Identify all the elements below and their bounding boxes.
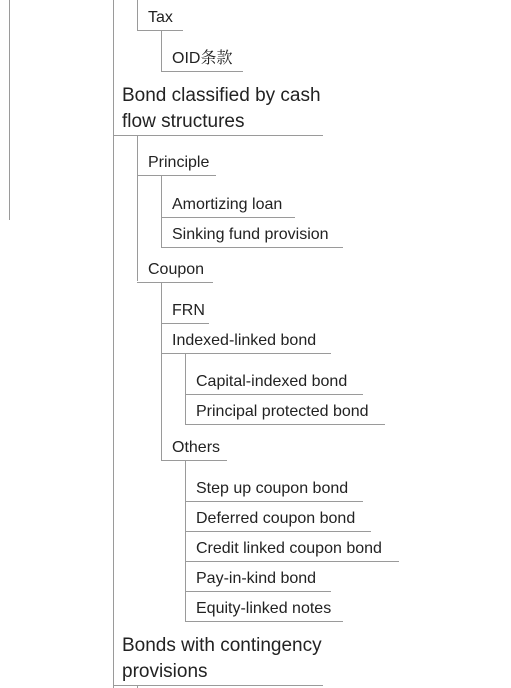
node-amortizing[interactable]: Amortizing loan xyxy=(172,196,283,213)
underline xyxy=(161,353,331,354)
underline xyxy=(185,394,363,395)
underline xyxy=(113,135,323,136)
connector xyxy=(185,460,186,621)
underline xyxy=(161,247,343,248)
node-coupon[interactable]: Coupon xyxy=(148,261,205,278)
node-credit-linked[interactable]: Credit linked coupon bond xyxy=(196,540,382,557)
connector xyxy=(161,175,162,247)
node-cash-flow[interactable]: Bond classified by cash flow structures xyxy=(122,85,321,132)
node-frn[interactable]: FRN xyxy=(172,302,205,319)
node-others[interactable]: Others xyxy=(172,439,221,456)
connector xyxy=(161,282,162,460)
node-pik[interactable]: Pay-in-kind bond xyxy=(196,570,317,587)
underline xyxy=(161,323,209,324)
underline xyxy=(161,460,227,461)
connector xyxy=(137,135,138,281)
node-capital-indexed[interactable]: Capital-indexed bond xyxy=(196,373,348,390)
underline xyxy=(185,424,385,425)
node-contingency[interactable]: Bonds with contingency provisions xyxy=(122,635,322,682)
underline xyxy=(185,531,371,532)
underline xyxy=(137,175,216,176)
underline xyxy=(137,282,213,283)
node-oid[interactable]: OID条款 xyxy=(172,50,233,67)
node-principle[interactable]: Principle xyxy=(148,154,210,171)
root-spine xyxy=(113,0,114,688)
node-deferred[interactable]: Deferred coupon bond xyxy=(196,510,356,527)
underline xyxy=(161,71,243,72)
underline xyxy=(185,561,399,562)
node-equity-linked[interactable]: Equity-linked notes xyxy=(196,600,332,617)
node-step-up[interactable]: Step up coupon bond xyxy=(196,480,349,497)
underline xyxy=(161,217,295,218)
underline xyxy=(185,501,363,502)
connector xyxy=(185,353,186,424)
underline xyxy=(137,30,183,31)
underline xyxy=(185,621,343,622)
node-indexed[interactable]: Indexed-linked bond xyxy=(172,332,317,349)
connector xyxy=(137,0,138,30)
underline xyxy=(185,591,331,592)
node-sinking[interactable]: Sinking fund provision xyxy=(172,226,329,243)
page-left-border xyxy=(9,0,10,220)
node-principal-protected[interactable]: Principal protected bond xyxy=(196,403,369,420)
underline xyxy=(113,685,323,686)
node-tax[interactable]: Tax xyxy=(148,9,173,26)
connector xyxy=(161,30,162,71)
